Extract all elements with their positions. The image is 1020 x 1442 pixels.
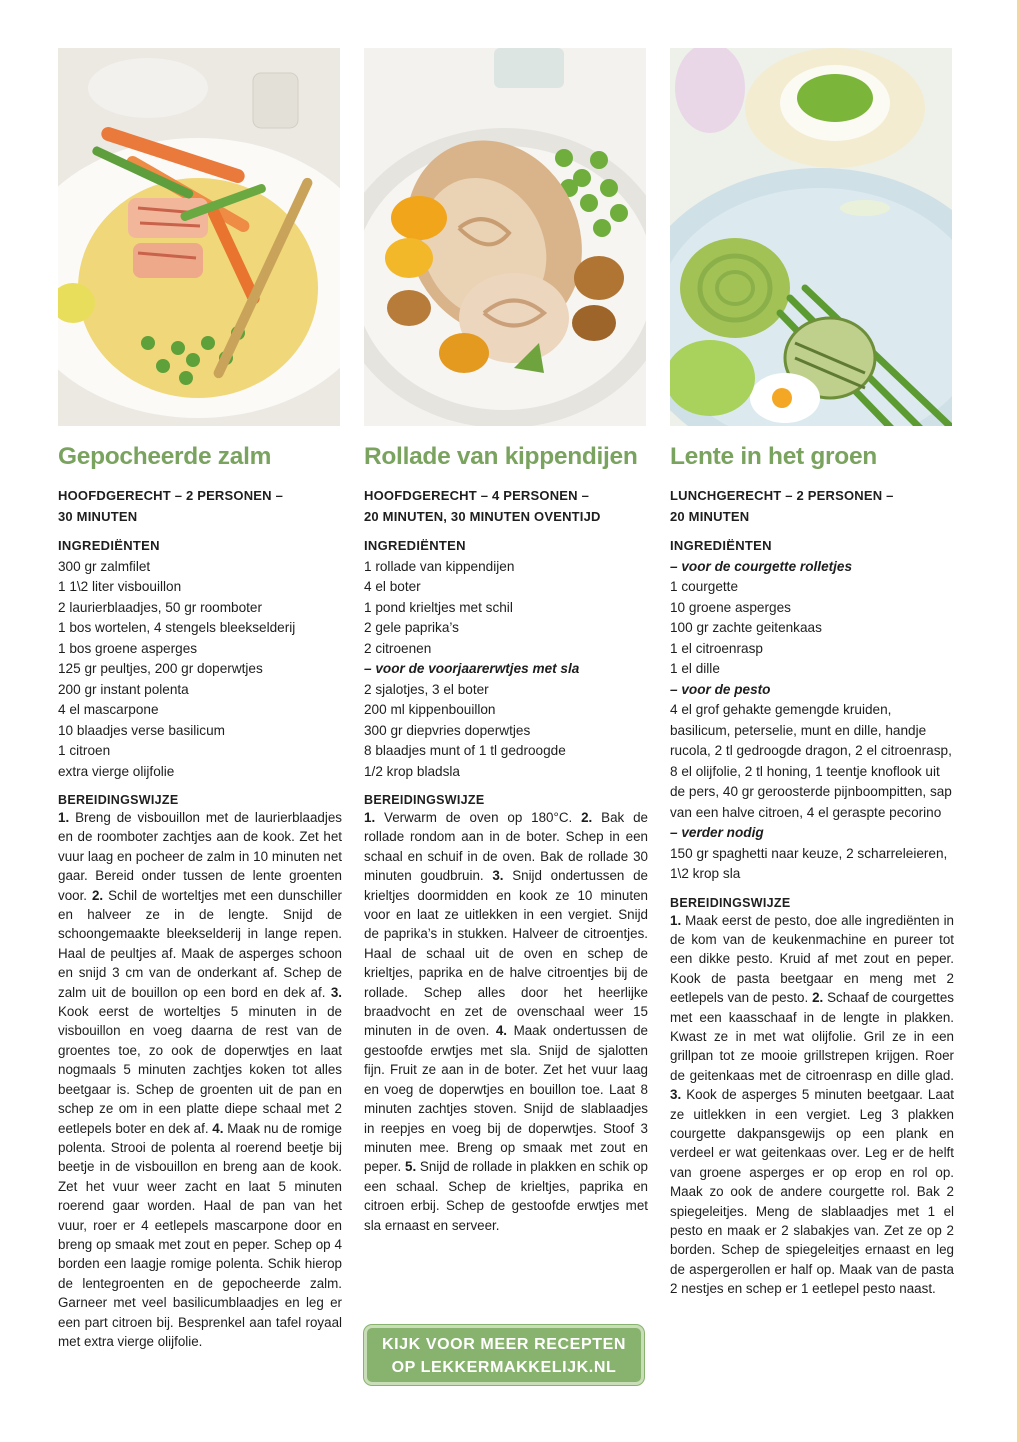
ingredient-item: 10 blaadjes verse basilicum xyxy=(58,722,225,738)
ingredient-item: 1 el citroenrasp xyxy=(670,640,763,656)
step-number: 1. xyxy=(364,810,376,825)
ingredient-subheading: – voor de pesto xyxy=(670,681,771,697)
step-text: Breng de visbouillon met de laurierblaadjes en de roomboter zachtjes aan de kook. Zet het vuur laag en pocheer de zalm in 10 minuten net gaar. Bereid onder tussen de lente groenten voor. xyxy=(58,810,342,903)
ingredient-item: 1 citroen xyxy=(58,743,111,758)
ingredients-heading: INGREDIËNTEN xyxy=(364,538,466,553)
step-text: Schaaf de courgettes met een kaasschaaf in de lengte in plakken. Kwast ze in met wat olijfolie. Gril ze in een grillpan tot ze mooie grillstrepen krijgen. Roer de geitenkaas met de citroenrasp en dille glad. xyxy=(670,990,954,1083)
ingredient-item: 10 groene asperges xyxy=(670,599,791,615)
ingredients-list xyxy=(364,557,648,783)
preparation-heading: BEREIDINGSWIJZE xyxy=(670,895,791,910)
ingredient-item: 1 rollade van kippendijen xyxy=(364,558,515,574)
step-number: 5. xyxy=(405,1159,417,1175)
green-spring-dish-photo xyxy=(670,48,952,426)
recipe-meta: HOOFDGERECHT – 4 PERSONEN – 20 MINUTEN, 30 MINUTEN OVENTIJD xyxy=(364,488,601,524)
ingredient-item: 1 el dille xyxy=(670,661,720,676)
ingredient-item: extra vierge olijfolie xyxy=(58,763,175,779)
step-text: Maak ondertussen de gestoofde erwtjes met sla. Snijd de sjalotten fijn. Fruit ze aan in de boter. Zet het vuur laag en voeg de doperwtjes en bouillon toe. Laat 8 minuten zachtjes stoven. Snijd de slablaadjes in reepjes en voeg bij de doperwtjes. Stoof 3 minuten mee. Breng op smaak met zout en peper. xyxy=(364,1023,648,1175)
salmon-dish-photo xyxy=(58,48,340,426)
ingredient-item: 2 laurierblaadjes, 50 gr roomboter xyxy=(58,599,263,615)
ingredient-item: 4 el mascarpone xyxy=(58,702,159,717)
ingredient-subheading: – voor de voorjaarerwtjes met sla xyxy=(364,661,580,676)
step-text: Maak nu de romige polenta. Strooi de polenta al roerend beetje bij beetje in de visbouillon en breng aan de kook. Zet het vuur weer zacht en laat 5 minuten roerend gaar worden. Haal de pan van het vuur, roer er 4 eetlepels mascarpone door en breng op smaak met zout en peper. Schep op 4 borden een laagje romige polenta. Schik hierop de lentegroenten en de gepocheerde zalm. Garneer met veel basilicumblaadjes en leg er een part citroen bij. Besprenkel aan tafel royaal met extra vierge olijfolie. xyxy=(58,1120,342,1349)
step-number: 3. xyxy=(492,868,504,884)
recipe-title: Rollade van kippendijen xyxy=(364,443,638,470)
step-text: Kook eerst de worteltjes 5 minuten in de visbouillon en voeg daarna de rest van de groentes toe, zo ook de doperwtjes en laat nogmaals 5 minuten zachtjes koken tot alles beetgaar is. Schep de groenten uit de pan en schep ze om in een platte diepe schaal met 2 eetlepels boter en dek af. xyxy=(58,1004,342,1136)
ingredient-item: 1 bos wortelen, 4 stengels bleekselderij xyxy=(58,620,296,635)
ingredient-item: 150 gr spaghetti naar keuze, 2 scharreleieren, 1\2 krop sla xyxy=(670,845,948,881)
ingredient-item: 1 pond krieltjes met schil xyxy=(364,599,513,615)
ingredient-item: 1/2 krop bladsla xyxy=(364,763,460,779)
ingredient-item: 200 gr instant polenta xyxy=(58,681,189,697)
recipe-column-3 xyxy=(670,48,954,1299)
ingredient-item: 2 citroenen xyxy=(364,640,432,656)
ingredient-item: 200 ml kippenbouillon xyxy=(364,702,496,717)
preparation-heading: BEREIDINGSWIJZE xyxy=(364,793,485,807)
step-number: 2. xyxy=(91,887,104,903)
ingredients-heading: INGREDIËNTEN xyxy=(58,538,160,553)
ingredient-item: 1 courgette xyxy=(670,579,739,594)
ingredient-item: 300 gr diepvries doperwtjes xyxy=(364,722,531,738)
chicken-rollade-photo xyxy=(364,48,646,426)
ingredient-item: 2 gele paprika’s xyxy=(364,620,459,635)
ingredient-subheading: – verder nodig xyxy=(670,825,764,840)
recipe-meta: LUNCHGERECHT – 2 PERSONEN – 20 MINUTEN xyxy=(670,488,894,524)
recipe-column-2 xyxy=(364,48,648,1235)
ingredients-heading: INGREDIËNTEN xyxy=(670,538,772,553)
preparation-text xyxy=(364,808,648,1235)
ingredient-item: 8 blaadjes munt of 1 tl gedroogde xyxy=(364,743,566,758)
ingredient-item: 1 1\2 liter visbouillon xyxy=(58,579,182,594)
step-text: Verwarm de oven op 180°C. xyxy=(375,810,582,825)
preparation-heading: BEREIDINGSWIJZE xyxy=(58,793,179,807)
step-number: 2. xyxy=(812,990,824,1006)
ingredients-list xyxy=(58,557,342,783)
step-number: 1. xyxy=(58,810,70,825)
step-number: 1. xyxy=(670,912,682,928)
step-text: Maak eerst de pesto, doe alle ingrediënten in de kom van de keukenmachine en pureer tot een dikke pesto. Kruid af met zout en peper. Kook de pasta beetgaar en meng met 2 eetlepels van de pesto. xyxy=(670,912,954,1006)
recipe-title: Gepocheerde zalm xyxy=(58,443,272,470)
ingredient-item: 1 bos groene asperges xyxy=(58,640,198,656)
preparation-text xyxy=(670,911,954,1299)
ingredient-item: 2 sjalotjes, 3 el boter xyxy=(364,681,489,697)
more-recipes-link-button[interactable]: KIJK VOOR MEER RECEPTEN OP LEKKERMAKKELIJK.NL xyxy=(364,1325,644,1385)
ingredient-item: 100 gr zachte geitenkaas xyxy=(670,620,822,635)
recipe-column-1 xyxy=(58,48,342,1351)
recipe-title: Lente in het groen xyxy=(670,443,877,470)
step-text: Kook de asperges 5 minuten beetgaar. Laat ze uitlekken in een vergiet. Leg 3 plakken courgette dakpansgewijs op een plank en verdeel er wat geitenkaas over. Leg er de helft van groene asperges er op erop en rol op. Maak zo ook de andere courgette rol. Bak 2 spiegeleitjes. Meng de slablaadjes met 1 el pesto en maak er 2 slabakjes van. Zet ze op 2 borden. Schep de spiegeleitjes ernaast en leg de aspergerollen er half op. Maak van de pasta 2 nestjes en schep er 1 eetlepel pesto naast. xyxy=(670,1087,954,1297)
step-text: Snijd ondertussen de krieltjes doormidden en kook ze 10 minuten voor en laat ze uitlekken in een vergiet. Snijd de paprika’s in stukken. Halveer de citroentjes. Haal de schaal uit de oven en schep de krieltjes, paprika en de halve citroentjes bij de rollade. Schep alles door het heerlijke braadvocht en zet de ovenschaal weer 15 minuten in de oven. xyxy=(364,868,648,1039)
recipe-meta: HOOFDGERECHT – 2 PERSONEN – 30 MINUTEN xyxy=(58,488,283,524)
preparation-text xyxy=(58,808,342,1351)
ingredients-list xyxy=(670,557,954,885)
ingredient-subheading: – voor de courgette rolletjes xyxy=(670,558,853,574)
step-text: Snijd de rollade in plakken en schik op een schaal. Schep de krieltjes, paprika en citroen erbij. Schep de gestoofde erwtjes met sla ernaast en serveer. xyxy=(364,1159,648,1233)
step-text: Bak de rollade rondom aan in de boter. Schep in een schaal en schuif in de oven. Bak de rollade 30 minuten goudbruin. xyxy=(364,810,648,884)
step-number: 3. xyxy=(330,984,342,1000)
step-text: Schil de worteltjes met een dunschiller en halveer ze in de lengte. Snijd de schoongemaakte bleekselderij in lange repen. Haal de peultjes af. Maak de asperges schoon en snijd 3 cm van de onderkant af. Schep de zalm uit de bouillon op een bord en dek af. xyxy=(58,887,342,1000)
ingredient-item: 4 el boter xyxy=(364,579,421,594)
step-number: 3. xyxy=(670,1087,682,1103)
ingredient-item: 4 el grof gehakte gemengde kruiden, basilicum, peterselie, munt en dille, handje rucola, 2 tl gedroogde dragon, 2 el citroenrasp, 8 el olijfolie, 2 tl honing, 1 teentje knoflook uit de pers, 40 gr geroosterde pijnboompitten, sap van een halve citroen, 4 el geraspte pecorino xyxy=(670,702,952,820)
ingredient-item: 125 gr peultjes, 200 gr doperwtjes xyxy=(58,661,263,676)
step-number: 4. xyxy=(495,1023,508,1039)
ingredient-item: 300 gr zalmfilet xyxy=(58,558,151,574)
step-number: 4. xyxy=(212,1120,224,1136)
step-number: 2. xyxy=(581,810,593,825)
